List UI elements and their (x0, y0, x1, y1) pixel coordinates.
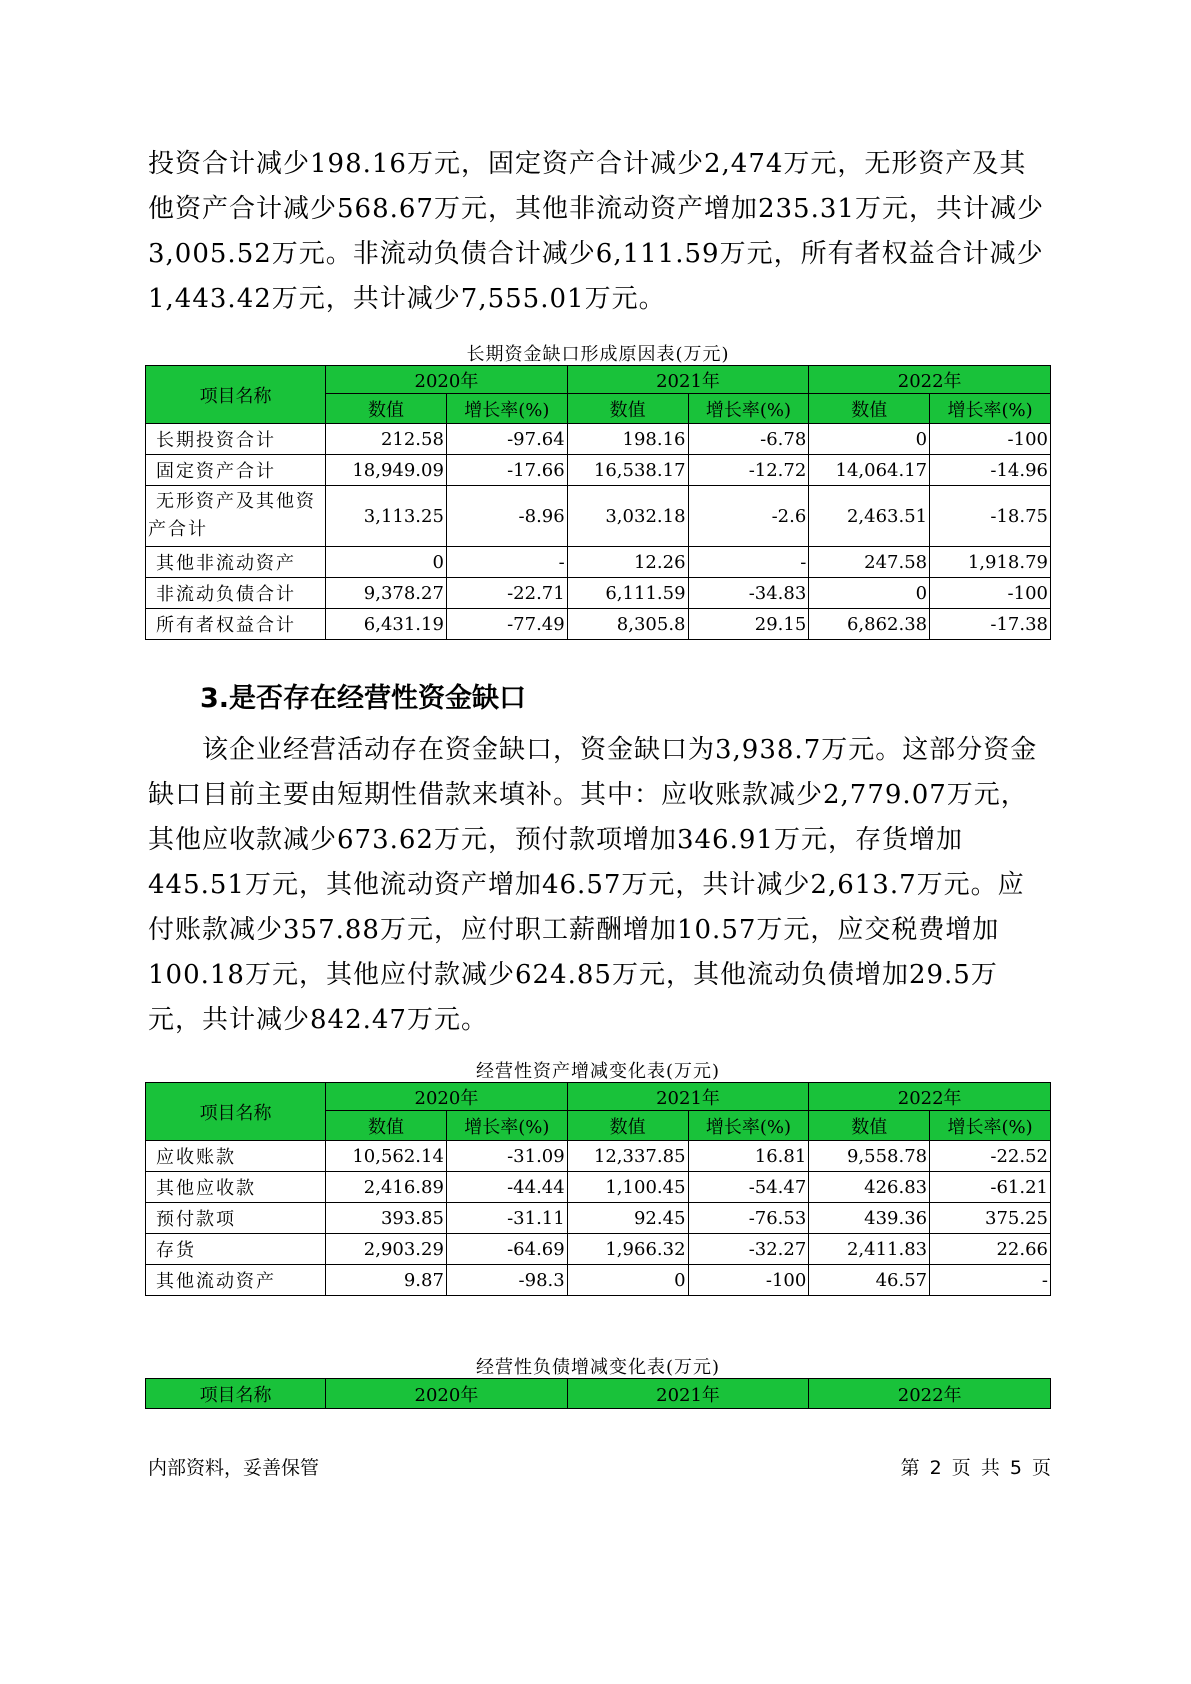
table-row (146, 486, 1051, 547)
cell-value: 2,463.51 (809, 486, 930, 547)
cell-value: 16,538.17 (567, 455, 688, 486)
header-year: 2021年 (567, 366, 809, 394)
row-label: 预付款项 (146, 1203, 326, 1234)
paragraph-long-term-gap: 投资合计减少198.16万元，固定资产合计减少2,474万元，无形资产及其他资产合计减少568.67万元，其他非流动资产增加235.31万元，共计减少3,005.52万元。非流动负债合计减少6,111.59万元，所有者权益合计减少1,443.42万元，共计减少7,555.01万元。 (148, 149, 1044, 314)
cell-growth: -64.69 (446, 1234, 567, 1265)
section-heading: 3.是否存在经营性资金缺口 (200, 683, 527, 714)
cell-growth: -98.3 (446, 1265, 567, 1296)
table-row (146, 424, 1051, 455)
cell-value: 393.85 (326, 1203, 447, 1234)
cell-value: 439.36 (809, 1203, 930, 1234)
footer-page-number: 第 2 页 共 5 页 (900, 1457, 1051, 1479)
row-label: 其他流动资产 (146, 1265, 326, 1296)
cell-value: 3,032.18 (567, 486, 688, 547)
header-value: 数值 (326, 394, 447, 424)
operating-liabilities-table (145, 1378, 1051, 1409)
cell-growth: - (688, 547, 809, 578)
cell-growth: -17.66 (446, 455, 567, 486)
cell-growth: -6.78 (688, 424, 809, 455)
cell-value: 0 (809, 424, 930, 455)
header-growth: 增长率(%) (446, 394, 567, 424)
cell-growth: -22.71 (446, 578, 567, 609)
cell-value: 18,949.09 (326, 455, 447, 486)
cell-growth: -32.27 (688, 1234, 809, 1265)
cell-value: 12,337.85 (567, 1141, 688, 1172)
cell-value: 92.45 (567, 1203, 688, 1234)
cell-growth: -18.75 (930, 486, 1051, 547)
table3-caption: 经营性负债增减变化表(万元) (475, 1357, 721, 1378)
row-label: 无形资产及其他资产合计 (146, 486, 326, 547)
row-label: 非流动负债合计 (146, 578, 326, 609)
cell-value: 2,411.83 (809, 1234, 930, 1265)
cell-value: 0 (326, 547, 447, 578)
cell-growth: -14.96 (930, 455, 1051, 486)
cell-growth: -100 (930, 578, 1051, 609)
cell-growth: - (930, 1265, 1051, 1296)
row-label: 应收账款 (146, 1141, 326, 1172)
cell-value: 6,862.38 (809, 609, 930, 640)
row-label: 其他应收款 (146, 1172, 326, 1203)
cell-value: 9,558.78 (809, 1141, 930, 1172)
header-value: 数值 (567, 1111, 688, 1141)
table-row (146, 1265, 1051, 1296)
footer-confidential-note: 内部资料，妥善保管 (148, 1457, 320, 1479)
cell-value: 212.58 (326, 424, 447, 455)
table1-caption: 长期资金缺口形成原因表(万元) (466, 344, 730, 365)
operating-assets-table (145, 1082, 1051, 1296)
table-row (146, 609, 1051, 640)
cell-growth: -76.53 (688, 1203, 809, 1234)
row-label: 所有者权益合计 (146, 609, 326, 640)
cell-growth: -2.6 (688, 486, 809, 547)
cell-growth: -44.44 (446, 1172, 567, 1203)
header-item-name: 项目名称 (146, 1083, 326, 1141)
table-row (146, 1172, 1051, 1203)
cell-growth: -97.64 (446, 424, 567, 455)
header-item-name: 项目名称 (146, 366, 326, 424)
cell-value: 0 (809, 578, 930, 609)
cell-value: 3,113.25 (326, 486, 447, 547)
cell-growth: -31.11 (446, 1203, 567, 1234)
cell-value: 10,562.14 (326, 1141, 447, 1172)
cell-value: 12.26 (567, 547, 688, 578)
row-label: 存货 (146, 1234, 326, 1265)
cell-value: 8,305.8 (567, 609, 688, 640)
header-growth: 增长率(%) (446, 1111, 567, 1141)
cell-value: 1,966.32 (567, 1234, 688, 1265)
row-label: 长期投资合计 (146, 424, 326, 455)
header-year: 2020年 (326, 1083, 568, 1111)
cell-growth: - (446, 547, 567, 578)
cell-growth: 22.66 (930, 1234, 1051, 1265)
cell-value: 0 (567, 1265, 688, 1296)
table-row (146, 578, 1051, 609)
cell-growth: 29.15 (688, 609, 809, 640)
cell-growth: 16.81 (688, 1141, 809, 1172)
cell-growth: -100 (930, 424, 1051, 455)
cell-value: 2,416.89 (326, 1172, 447, 1203)
table2-caption: 经营性资产增减变化表(万元) (475, 1061, 721, 1082)
header-year: 2020年 (326, 1379, 568, 1409)
header-year: 2021年 (567, 1379, 809, 1409)
cell-growth: -12.72 (688, 455, 809, 486)
cell-growth: -54.47 (688, 1172, 809, 1203)
cell-growth: -34.83 (688, 578, 809, 609)
cell-value: 6,431.19 (326, 609, 447, 640)
table-row (146, 1141, 1051, 1172)
header-growth: 增长率(%) (930, 394, 1051, 424)
cell-growth: -22.52 (930, 1141, 1051, 1172)
cell-growth: -77.49 (446, 609, 567, 640)
cell-value: 426.83 (809, 1172, 930, 1203)
cell-value: 14,064.17 (809, 455, 930, 486)
table-row (146, 455, 1051, 486)
cell-value: 2,903.29 (326, 1234, 447, 1265)
paragraph-operating-gap: 该企业经营活动存在资金缺口，资金缺口为3,938.7万元。这部分资金缺口目前主要由短期性借款来填补。其中：应收账款减少2,779.07万元，其他应收款减少673.62万元，预付款项增加346.91万元，存货增加445.51万元，其他流动资产增加46.57万元，共计减少2,613.7万元。应付账款减少357.88万元，应付职工薪酬增加10.57万元，应交税费增加100.18万元，其他应付款减少624.85万元，其他流动负债增加29.5万元，共计减少842.47万元。 (148, 735, 1038, 1035)
table-row (146, 1203, 1051, 1234)
cell-growth: -100 (688, 1265, 809, 1296)
header-year: 2022年 (809, 1083, 1051, 1111)
header-growth: 增长率(%) (930, 1111, 1051, 1141)
row-label: 固定资产合计 (146, 455, 326, 486)
cell-growth: 1,918.79 (930, 547, 1051, 578)
long-term-gap-table (145, 365, 1051, 640)
row-label: 其他非流动资产 (146, 547, 326, 578)
header-year: 2022年 (809, 1379, 1051, 1409)
header-value: 数值 (809, 394, 930, 424)
cell-value: 6,111.59 (567, 578, 688, 609)
cell-value: 1,100.45 (567, 1172, 688, 1203)
cell-growth: -61.21 (930, 1172, 1051, 1203)
header-growth: 增长率(%) (688, 1111, 809, 1141)
cell-value: 247.58 (809, 547, 930, 578)
header-value: 数值 (567, 394, 688, 424)
cell-growth: -31.09 (446, 1141, 567, 1172)
cell-growth: 375.25 (930, 1203, 1051, 1234)
cell-growth: -8.96 (446, 486, 567, 547)
header-value: 数值 (809, 1111, 930, 1141)
cell-value: 9.87 (326, 1265, 447, 1296)
cell-value: 46.57 (809, 1265, 930, 1296)
header-year: 2022年 (809, 366, 1051, 394)
header-growth: 增长率(%) (688, 394, 809, 424)
cell-value: 9,378.27 (326, 578, 447, 609)
header-value: 数值 (326, 1111, 447, 1141)
header-year: 2021年 (567, 1083, 809, 1111)
header-year: 2020年 (326, 366, 568, 394)
cell-value: 198.16 (567, 424, 688, 455)
header-item-name: 项目名称 (146, 1379, 326, 1409)
table-row (146, 1234, 1051, 1265)
table-row (146, 547, 1051, 578)
cell-growth: -17.38 (930, 609, 1051, 640)
